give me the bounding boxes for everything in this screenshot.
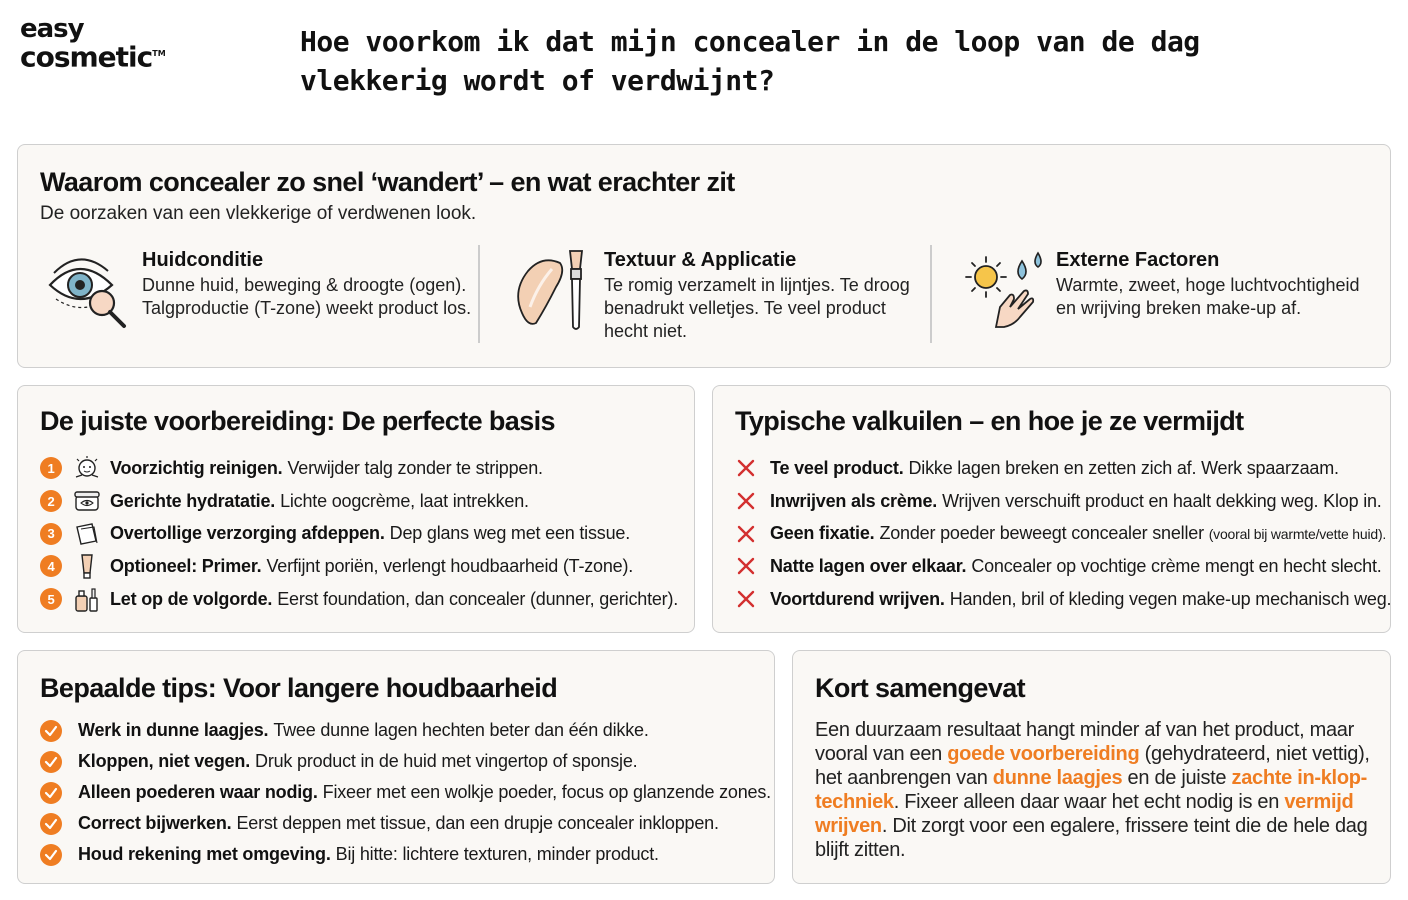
item-bold: Voorzichtig reinigen. bbox=[110, 457, 283, 478]
step-number: 5 bbox=[40, 588, 62, 610]
pitfalls-card bbox=[712, 385, 1391, 633]
summary-heading: Kort samengevat bbox=[815, 673, 1026, 703]
item-bold: Gerichte hydratatie. bbox=[110, 490, 276, 511]
page-title: Hoe voorkom ik dat mijn concealer in de loop van de dag vlekkerig wordt of verdwijnt? bbox=[300, 25, 1200, 97]
step-number: 3 bbox=[40, 523, 62, 545]
eye-cream-jar-icon bbox=[72, 488, 102, 514]
item-bold: Let op de volgorde. bbox=[110, 588, 273, 609]
check-icon bbox=[40, 844, 62, 866]
cause-line: hecht niet. bbox=[604, 321, 688, 341]
summary-highlight: zachte in-klop-techniek bbox=[815, 767, 1368, 813]
item-text: Dep glans weg met een tissue. bbox=[389, 523, 630, 544]
list-item bbox=[40, 583, 678, 616]
list-item bbox=[735, 452, 1391, 485]
tissue-icon bbox=[72, 521, 102, 547]
cross-icon bbox=[735, 457, 757, 479]
summary-part: en de juiste bbox=[1122, 767, 1232, 789]
brand-logo bbox=[20, 14, 190, 74]
cause-line: en wrijving breken make-up af. bbox=[1056, 298, 1302, 318]
cause-title: Externe Factoren bbox=[1056, 249, 1220, 271]
item-text: Verfijnt poriën, verlengt houdbaarheid (T-zone). bbox=[266, 555, 634, 576]
item-text: Lichte oogcrème, laat intrekken. bbox=[280, 490, 529, 511]
summary-highlight: vermijd wrijven bbox=[815, 791, 1354, 837]
item-bold: Correct bijwerken. bbox=[78, 813, 232, 833]
item-text: Concealer op vochtige crème mengt en hecht slecht. bbox=[971, 555, 1382, 576]
item-note: (vooral bij warmte/vette huid). bbox=[1208, 525, 1387, 542]
cause-item-textuur bbox=[508, 243, 928, 343]
item-text: Wrijven verschuift product en haalt dekking weg. Klop in. bbox=[942, 490, 1382, 511]
list-item bbox=[735, 485, 1391, 518]
list-item bbox=[40, 839, 771, 870]
cause-line: Dunne huid, beweging & droogte (ogen). bbox=[142, 275, 467, 295]
step-number: 4 bbox=[40, 555, 62, 577]
item-text: Bij hitte: lichtere texturen, minder product. bbox=[335, 844, 659, 864]
summary-card bbox=[792, 650, 1391, 884]
logo-line-1: easy bbox=[20, 14, 84, 44]
summary-text bbox=[815, 718, 1370, 862]
item-text: Verwijder talg zonder te strippen. bbox=[287, 457, 543, 478]
cause-title: Huidconditie bbox=[142, 249, 264, 271]
item-text: Zonder poeder beweegt concealer sneller bbox=[879, 523, 1204, 544]
summary-highlight: dunne laagjes bbox=[992, 767, 1123, 789]
cause-title: Textuur & Applicatie bbox=[604, 249, 797, 271]
foundation-bottles-icon bbox=[72, 586, 102, 612]
cross-icon bbox=[735, 490, 757, 512]
item-text: Twee dunne lagen hechten beter dan één dikke. bbox=[273, 720, 649, 740]
logo-line-2: cosmetic™ bbox=[20, 40, 166, 74]
item-bold: Te veel product. bbox=[770, 457, 904, 478]
item-bold: Geen fixatie. bbox=[770, 523, 875, 544]
concealer-brush-icon bbox=[508, 247, 594, 333]
list-item bbox=[40, 550, 678, 583]
list-item bbox=[40, 746, 771, 777]
item-bold: Overtollige verzorging afdeppen. bbox=[110, 523, 385, 544]
summary-part: (gehydrateerd, niet vettig), het aanbrengen van bbox=[815, 743, 1370, 789]
cross-icon bbox=[735, 555, 757, 577]
list-item bbox=[735, 583, 1391, 616]
cause-line: Te romig verzamelt in lijntjes. Te droog bbox=[604, 275, 910, 295]
tips-list bbox=[40, 715, 771, 870]
pitfalls-heading: Typische valkuilen – en hoe je ze vermijdt bbox=[735, 406, 1244, 436]
list-item bbox=[40, 485, 678, 518]
cause-line: Warmte, zweet, hoge luchtvochtigheid bbox=[1056, 275, 1360, 295]
list-item bbox=[735, 550, 1391, 583]
item-bold: Werk in dunne laagjes. bbox=[78, 720, 269, 740]
cause-line: benadrukt velletjes. Te veel product bbox=[604, 298, 886, 318]
sun-water-hand-icon bbox=[960, 247, 1046, 333]
preparation-heading: De juiste voorbereiding: De perfecte basis bbox=[40, 406, 555, 436]
item-text: Eerst foundation, dan concealer (dunner, gerichter). bbox=[277, 588, 679, 609]
eye-magnifier-icon bbox=[46, 247, 132, 333]
item-bold: Inwrijven als crème. bbox=[770, 490, 938, 511]
causes-heading: Waarom concealer zo snel ‘wandert’ – en wat erachter zit bbox=[40, 167, 735, 197]
item-bold: Voortdurend wrijven. bbox=[770, 588, 945, 609]
item-text: Eerst deppen met tissue, dan een drupje concealer inkloppen. bbox=[236, 813, 719, 833]
list-item bbox=[40, 777, 771, 808]
cross-icon bbox=[735, 588, 757, 610]
causes-subtitle: De oorzaken van een vlekkerige of verdwenen look. bbox=[40, 203, 477, 224]
summary-part: . Dit zorgt voor een egalere, frissere teint die de hele dag blijft zitten. bbox=[815, 815, 1368, 861]
item-bold: Natte lagen over elkaar. bbox=[770, 555, 967, 576]
item-bold: Alleen poederen waar nodig. bbox=[78, 782, 318, 802]
list-item bbox=[40, 715, 771, 746]
cause-item-huidconditie bbox=[46, 243, 476, 343]
preparation-list bbox=[40, 452, 678, 615]
check-icon bbox=[40, 751, 62, 773]
list-item bbox=[40, 808, 771, 839]
causes-card bbox=[17, 144, 1391, 368]
item-text: Druk product in de huid met vingertop of sponsje. bbox=[255, 751, 638, 771]
primer-tube-icon bbox=[72, 553, 102, 579]
check-icon bbox=[40, 782, 62, 804]
logo-trademark: TM bbox=[152, 49, 166, 58]
check-icon bbox=[40, 813, 62, 835]
item-text: Fixeer met een wolkje poeder, focus op glanzende zones. bbox=[322, 782, 771, 802]
list-item bbox=[40, 452, 678, 485]
check-icon bbox=[40, 720, 62, 742]
divider bbox=[478, 245, 480, 343]
summary-part: Een duurzaam resultaat hangt minder af van het product, maar vooral van een bbox=[815, 719, 1354, 765]
item-bold: Houd rekening met omgeving. bbox=[78, 844, 331, 864]
tips-heading: Bepaalde tips: Voor langere houdbaarheid bbox=[40, 673, 558, 703]
step-number: 1 bbox=[40, 457, 62, 479]
item-bold: Optioneel: Primer. bbox=[110, 555, 262, 576]
cause-item-extern bbox=[960, 243, 1380, 343]
step-number: 2 bbox=[40, 490, 62, 512]
face-cleansing-icon bbox=[72, 455, 102, 481]
summary-part: . Fixeer alleen daar waar het echt nodig is en bbox=[893, 791, 1285, 813]
item-text: Dikke lagen breken en zetten zich af. Werk spaarzaam. bbox=[908, 457, 1339, 478]
summary-highlight: goede voorbereiding bbox=[947, 743, 1140, 765]
pitfalls-list bbox=[735, 452, 1391, 615]
item-text: Handen, bril of kleding vegen make-up mechanisch weg. bbox=[949, 588, 1392, 609]
list-item bbox=[40, 517, 678, 550]
tips-card bbox=[17, 650, 775, 884]
preparation-card bbox=[17, 385, 695, 633]
divider bbox=[930, 245, 932, 343]
item-bold: Kloppen, niet vegen. bbox=[78, 751, 251, 771]
cause-line: Talgproductie (T-zone) weekt product los. bbox=[142, 298, 472, 318]
list-item bbox=[735, 517, 1391, 550]
cross-icon bbox=[735, 523, 757, 545]
